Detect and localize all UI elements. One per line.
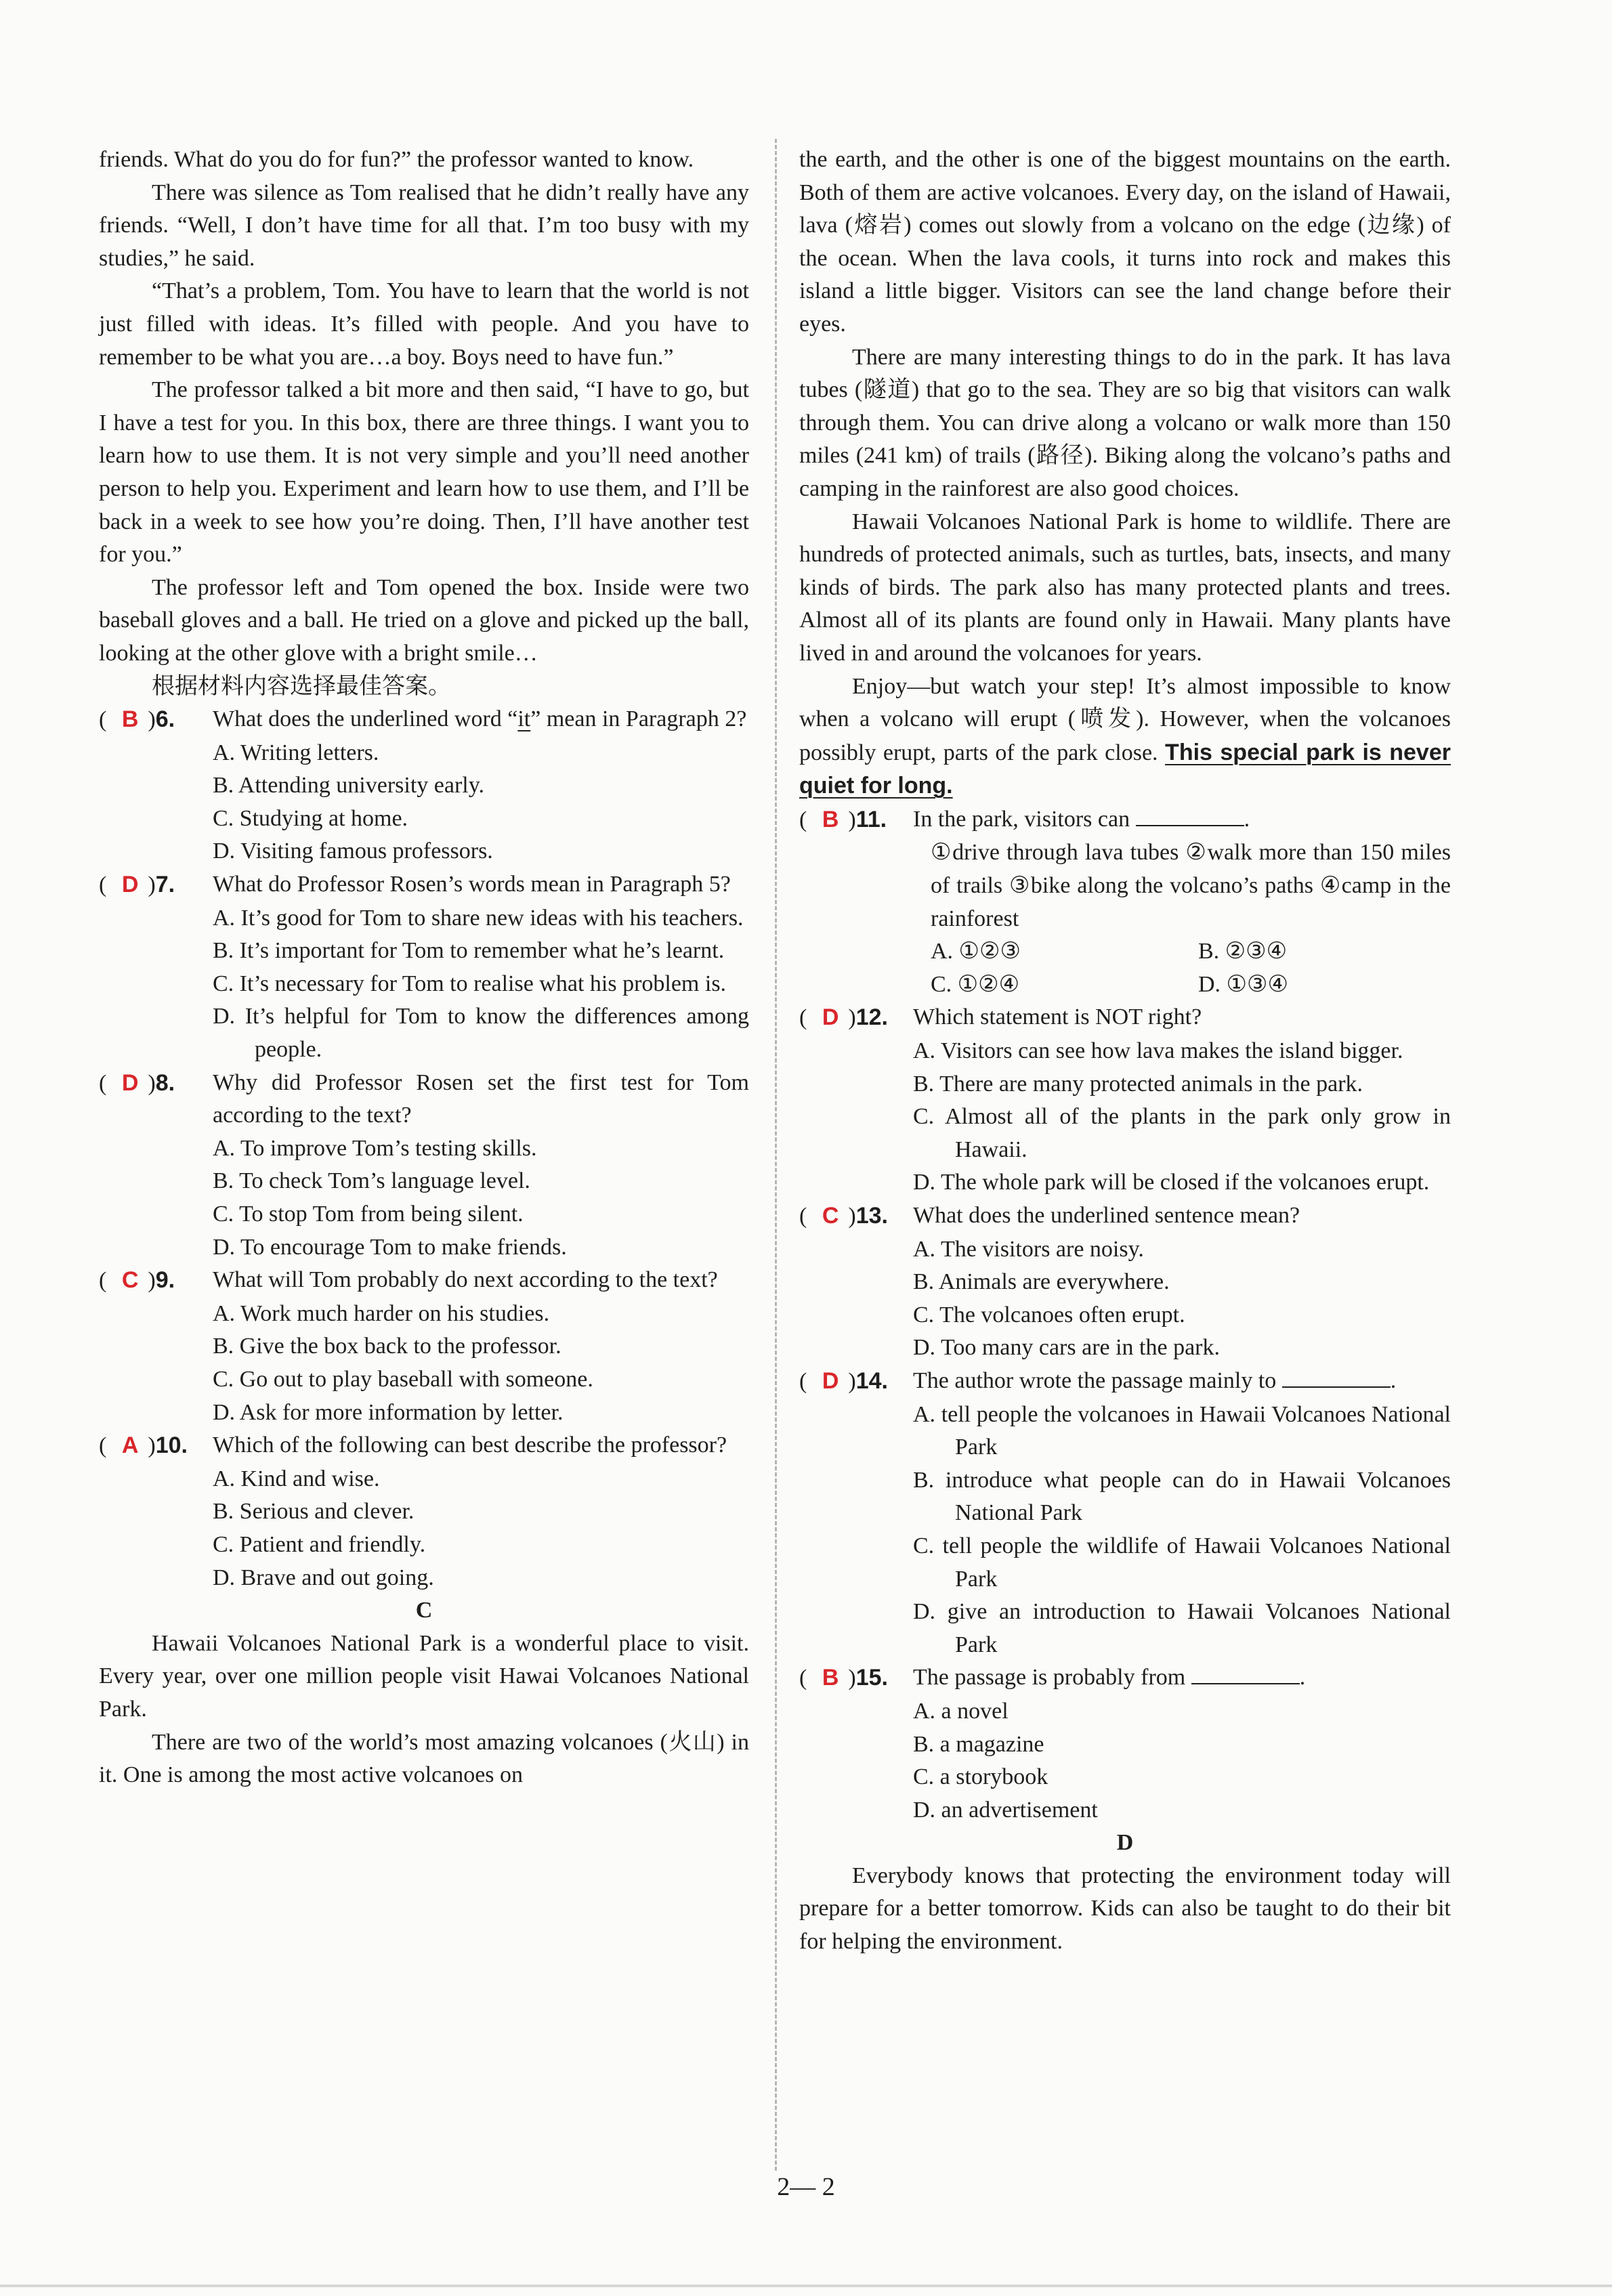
underlined-word: it bbox=[517, 706, 531, 732]
passage-b-paragraph: The professor left and Tom opened the box. Inside were two baseball gloves and a ball. He tried on a glove and picked up the ball, looking at the other glove with a bright smile… bbox=[99, 574, 749, 666]
answer-mark: D bbox=[822, 1367, 839, 1394]
option-d: D. Too many cars are in the park. bbox=[913, 1335, 1221, 1361]
answer-bracket: ( C )13. bbox=[799, 1203, 888, 1229]
answer-mark: B bbox=[121, 706, 139, 733]
option-b: B. There are many protected animals in the park. bbox=[913, 1071, 1363, 1097]
option-a: A. Writing letters. bbox=[213, 740, 379, 765]
option-a: A. a novel bbox=[913, 1698, 1009, 1724]
question-12 bbox=[799, 1001, 1451, 1035]
question-text: Why did Professor Rosen set the first test for Tom according to the text? bbox=[213, 1069, 749, 1128]
option-c: C. Almost all of the plants in the park only grow in Hawaii. bbox=[913, 1104, 1451, 1162]
answer-mark: B bbox=[822, 806, 839, 832]
option-a: A. The visitors are noisy. bbox=[913, 1236, 1144, 1262]
option-b: B. Attending university early. bbox=[213, 773, 485, 799]
question-text bbox=[913, 1365, 1451, 1399]
answer-mark: D bbox=[121, 1069, 139, 1096]
question-text-end: . bbox=[1244, 806, 1250, 832]
question-text-part: What does the underlined word “ bbox=[213, 706, 518, 732]
sub-items: ①drive through lava tubes ②walk more than 150 miles of trails ③bike along the volcano’s paths ④camp in the rainforest bbox=[931, 840, 1451, 931]
page-number: 2— 2 bbox=[777, 2173, 835, 2201]
question-14 bbox=[799, 1365, 1451, 1399]
answer-bracket: ( D )8. bbox=[99, 1069, 175, 1096]
section-c-heading: C bbox=[415, 1598, 433, 1623]
question-7 bbox=[99, 868, 749, 902]
answer-mark: B bbox=[822, 1665, 839, 1691]
option-b: B. a magazine bbox=[913, 1731, 1044, 1757]
option-b: B. Give the box back to the professor. bbox=[213, 1334, 561, 1359]
option-d: D. The whole park will be closed if the volcanoes erupt. bbox=[913, 1170, 1430, 1195]
question-number: 11. bbox=[855, 806, 887, 832]
question-text bbox=[913, 1661, 1451, 1695]
question-number: 8. bbox=[155, 1069, 175, 1096]
passage-c-paragraph: the earth, and the other is one of the biggest mountains on the earth. Both of them are active volcanoes. Every day, on the island of Hawaii, lava (熔岩) comes out slowly from a volcano on the edge (边缘) of the ocean. When the lava cools, it turns into rock and makes this island a little bigger. Visitors can see the land change before their eyes. bbox=[799, 147, 1451, 337]
answer-mark: C bbox=[822, 1203, 839, 1229]
question-number: 7. bbox=[155, 872, 175, 898]
answer-bracket: ( D )12. bbox=[799, 1004, 888, 1031]
answer-bracket: ( B )11. bbox=[799, 806, 887, 832]
answer-bracket: ( B )6. bbox=[99, 706, 175, 733]
question-text: What does the underlined sentence mean? bbox=[913, 1203, 1300, 1228]
question-text-part: The passage is probably from bbox=[913, 1665, 1186, 1691]
answer-blank bbox=[1191, 1663, 1300, 1684]
option-d: D. give an introduction to Hawaii Volcanoes National Park bbox=[913, 1599, 1451, 1657]
option-c: C. It’s necessary for Tom to realise what his problem is. bbox=[213, 971, 727, 996]
question-number: 14. bbox=[855, 1367, 888, 1394]
option-d: D. Ask for more information by letter. bbox=[213, 1399, 564, 1425]
option-a: A. ①②③ bbox=[931, 939, 1021, 964]
answer-mark: D bbox=[121, 872, 139, 898]
left-column bbox=[99, 144, 749, 1792]
question-6 bbox=[99, 703, 749, 737]
option-c: C. ①②④ bbox=[931, 971, 1020, 997]
option-d: D. Visiting famous professors. bbox=[213, 838, 493, 864]
option-a: A. It’s good for Tom to share new ideas with his teachers. bbox=[213, 905, 744, 931]
option-c: C. Patient and friendly. bbox=[213, 1531, 426, 1557]
answer-blank bbox=[1136, 805, 1244, 826]
option-d: D. To encourage Tom to make friends. bbox=[213, 1234, 567, 1260]
option-a: A. To improve Tom’s testing skills. bbox=[213, 1135, 537, 1161]
option-c: C. To stop Tom from being silent. bbox=[213, 1202, 524, 1227]
option-d: D. an advertisement bbox=[913, 1797, 1098, 1823]
option-b: B. introduce what people can do in Hawaii Volcanoes National Park bbox=[913, 1467, 1451, 1526]
passage-c-paragraph: Hawaii Volcanoes National Park is home to wildlife. There are hundreds of protected animals, such as turtles, bats, insects, and many kinds of birds. The park also has many protected plants and trees. Almost all of its plants are found only in Hawaii. Many plants have lived in and around the volcanoes for years. bbox=[799, 509, 1451, 666]
passage-c-paragraph: There are many interesting things to do in the park. It has lava tubes (隧道) that go to the sea. They are so big that visitors can walk through them. You can drive along a volcano or walk more than 150 miles (241 km) of trails (路径). Biking along the volcano’s paths and camping in the rainforest are also good choices. bbox=[799, 344, 1451, 501]
question-number: 12. bbox=[855, 1004, 888, 1031]
option-c: C. Go out to play baseball with someone. bbox=[213, 1366, 593, 1392]
question-8 bbox=[99, 1067, 749, 1132]
question-number: 9. bbox=[155, 1267, 175, 1294]
question-number: 6. bbox=[155, 706, 175, 733]
passage-c-paragraph: Hawaii Volcanoes National Park is a wonderful place to visit. Every year, over one million people visit Hawai Volcanoes National Park. bbox=[99, 1630, 749, 1722]
answer-blank bbox=[1282, 1366, 1391, 1388]
section-d-heading: D bbox=[1116, 1830, 1134, 1856]
question-text-part: In the park, visitors can bbox=[913, 806, 1130, 832]
paragraph-text: Enjoy—but watch your step! It’s almost impossible to know when a volcano will erupt (喷发). However, when the volcanoes possibly erupt, parts of the park close. bbox=[799, 673, 1451, 765]
question-number: 13. bbox=[855, 1203, 888, 1229]
option-d: D. Brave and out going. bbox=[213, 1565, 434, 1590]
question-text-part: ” mean in Paragraph 2? bbox=[530, 706, 747, 732]
question-text: What will Tom probably do next according to the text? bbox=[213, 1267, 718, 1293]
question-text bbox=[213, 703, 749, 737]
question-text-end: . bbox=[1390, 1367, 1397, 1393]
option-c: C. tell people the wildlife of Hawaii Volcanoes National Park bbox=[913, 1533, 1451, 1592]
option-b: B. Serious and clever. bbox=[213, 1499, 415, 1525]
passage-b-paragraph: There was silence as Tom realised that he didn’t really have any friends. “Well, I don’t have time for all that. I’m too busy with my studies,” he said. bbox=[99, 179, 749, 271]
option-d: D. ①③④ bbox=[1198, 971, 1288, 997]
question-9 bbox=[99, 1264, 749, 1298]
option-c: C. Studying at home. bbox=[213, 805, 408, 831]
passage-b-paragraph: The professor talked a bit more and then said, “I have to go, but I have a test for you. In this box, there are three things. I want you to learn how to use them. It is not very simple and you’ll need another person to help you. Experiment and learn how to use them, and I’ll be back in a week to see how you’re doing. Then, I’ll have another test for you.” bbox=[99, 377, 749, 568]
answer-bracket: ( D )14. bbox=[799, 1367, 888, 1394]
question-text-part: The author wrote the passage mainly to bbox=[913, 1367, 1277, 1393]
question-10 bbox=[99, 1429, 749, 1463]
options-grid bbox=[931, 935, 1451, 1001]
question-text bbox=[913, 803, 1451, 837]
option-a: A. Visitors can see how lava makes the island bigger. bbox=[913, 1038, 1403, 1064]
answer-mark: C bbox=[121, 1267, 139, 1294]
option-b: B. To check Tom’s language level. bbox=[213, 1168, 530, 1194]
right-column bbox=[799, 144, 1451, 1959]
option-b: B. ②③④ bbox=[1198, 939, 1288, 964]
passage-b-paragraph: friends. What do you do for fun?” the professor wanted to know. bbox=[99, 147, 694, 172]
question-number: 10. bbox=[155, 1432, 188, 1459]
instruction: 根据材料内容选择最佳答案。 bbox=[152, 673, 451, 699]
question-text: What do Professor Rosen’s words mean in Paragraph 5? bbox=[213, 872, 731, 897]
option-b: B. It’s important for Tom to remember what he’s learnt. bbox=[213, 938, 725, 964]
passage-c-paragraph: There are two of the world’s most amazing volcanoes (火山) in it. One is among the most active volcanoes on bbox=[99, 1729, 749, 1788]
question-15 bbox=[799, 1661, 1451, 1695]
answer-bracket: ( D )7. bbox=[99, 872, 175, 898]
answer-bracket: ( B )15. bbox=[799, 1665, 888, 1691]
answer-mark: D bbox=[822, 1004, 839, 1031]
option-c: C. The volcanoes often erupt. bbox=[913, 1302, 1185, 1327]
answer-bracket: ( C )9. bbox=[99, 1267, 175, 1294]
option-b: B. Animals are everywhere. bbox=[913, 1269, 1170, 1295]
option-c: C. a storybook bbox=[913, 1764, 1048, 1790]
question-13 bbox=[799, 1199, 1451, 1233]
question-number: 15. bbox=[855, 1665, 888, 1691]
question-11 bbox=[799, 803, 1451, 837]
option-a: A. Work much harder on his studies. bbox=[213, 1300, 550, 1326]
footer-line bbox=[0, 2284, 1612, 2287]
question-text-end: . bbox=[1299, 1665, 1306, 1691]
option-a: A. tell people the volcanoes in Hawaii Volcanoes National Park bbox=[913, 1401, 1451, 1460]
answer-bracket: ( A )10. bbox=[99, 1432, 188, 1459]
option-a: A. Kind and wise. bbox=[213, 1466, 380, 1491]
question-text: Which statement is NOT right? bbox=[913, 1004, 1202, 1030]
underlined-sentence: This special park is never quiet for long. bbox=[799, 739, 1451, 799]
answer-mark: A bbox=[121, 1432, 139, 1459]
passage-c-paragraph bbox=[799, 671, 1451, 803]
passage-d-paragraph: Everybody knows that protecting the environment today will prepare for a better tomorrow. Kids can also be taught to do their bit for helping the environment. bbox=[799, 1863, 1451, 1955]
passage-b-paragraph: “That’s a problem, Tom. You have to learn that the world is not just filled with ideas. It’s filled with people. And you have to remember to be what you are…a boy. Boys need to have fun.” bbox=[99, 278, 749, 370]
column-divider bbox=[775, 139, 777, 2171]
option-d: D. It’s helpful for Tom to know the differences among people. bbox=[213, 1004, 749, 1063]
question-text: Which of the following can best describe the professor? bbox=[213, 1432, 727, 1458]
